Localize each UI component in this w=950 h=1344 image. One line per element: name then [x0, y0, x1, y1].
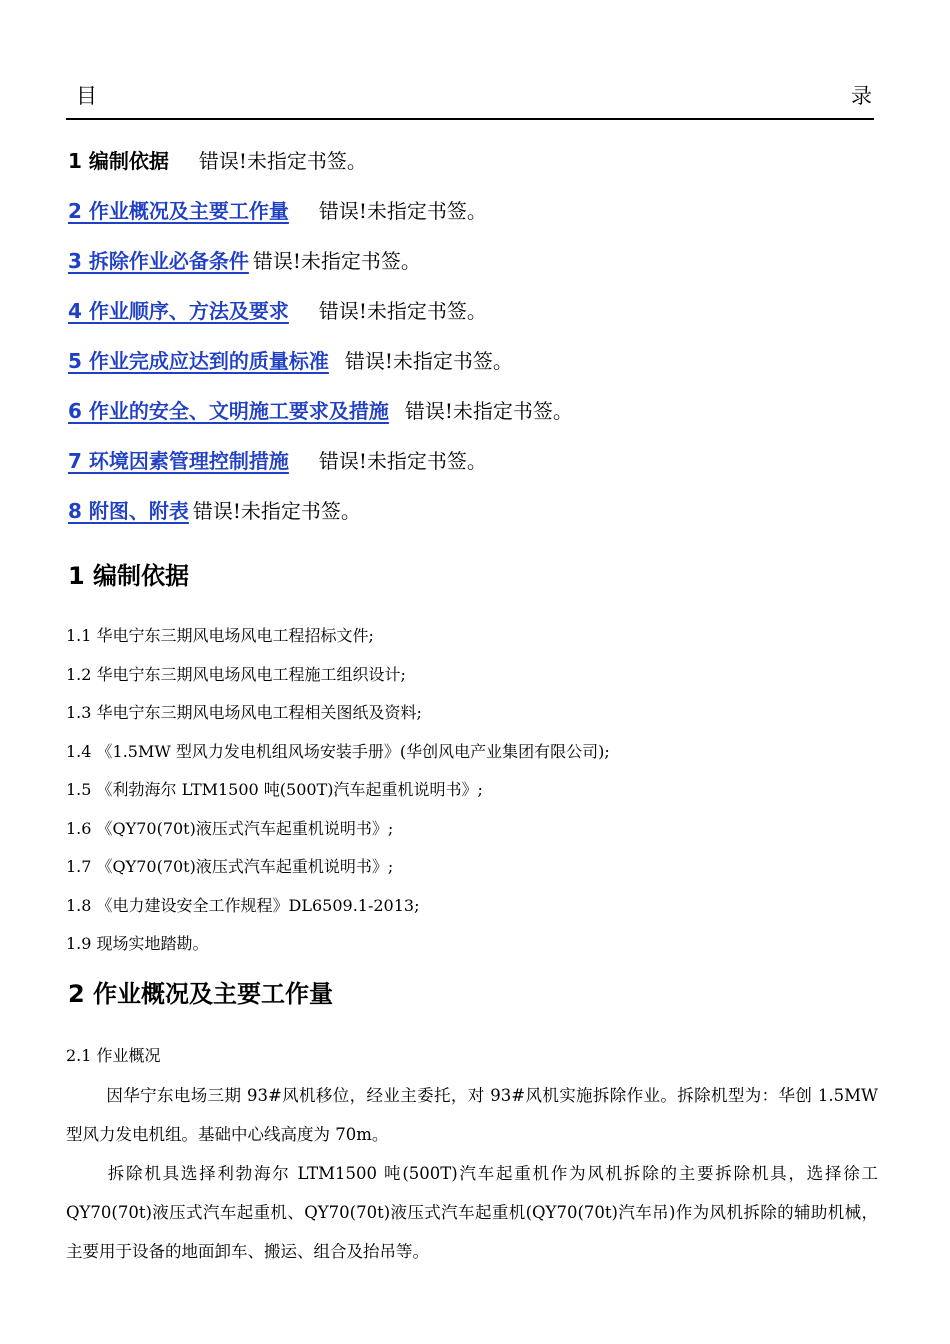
paragraph-2: 拆除机具选择利勃海尔 LTM1500 吨(500T)汽车起重机作为风机拆除的主要拆除机具，选择徐工 QY70(70t)液压式汽车起重机、QY70(70t)液压式汽车起重机(QY70(70t)汽车吊)作为风机拆除的辅助机械，主要用于设备的地面卸车、搬运、组合及抬吊等。 — [66, 1164, 878, 1261]
section-1-heading: 1 编制依据 — [68, 562, 190, 590]
toc-entry[interactable] — [68, 446, 878, 496]
paragraph-1: 因华宁东电场三期 93#风机移位，经业主委托，对 93#风机实施拆除作业。拆除机型为：华创 1.5MW 型风力发电机组。基础中心线高度为 70m。 — [66, 1086, 878, 1144]
reference-item: 1.2 华电宁东三期风电场风电工程施工组织设计; — [66, 664, 406, 684]
toc-entry[interactable] — [68, 296, 878, 346]
reference-item: 1.5 《利勃海尔 LTM1500 吨(500T)汽车起重机说明书》; — [66, 780, 483, 799]
toc-entry[interactable] — [68, 396, 878, 446]
toc-error-text: 错误!未指定书签。 — [344, 349, 513, 373]
toc-error-text: 错误!未指定书签。 — [252, 249, 421, 273]
reference-list — [66, 622, 886, 969]
toc-error-text: 错误!未指定书签。 — [318, 449, 487, 473]
reference-item: 1.1 华电宁东三期风电场风电工程招标文件; — [66, 626, 374, 645]
section-2-heading: 2 作业概况及主要工作量 — [68, 980, 334, 1008]
reference-item: 1.9 现场实地踏勘。 — [66, 934, 209, 953]
toc-header — [66, 78, 874, 120]
toc-entry[interactable] — [68, 346, 878, 396]
toc-header-left: 目 — [76, 84, 97, 108]
toc-error-text: 错误!未指定书签。 — [318, 299, 487, 323]
reference-item: 1.8 《电力建设安全工作规程》DL6509.1-2013; — [66, 895, 420, 915]
toc-title: 1 编制依据 — [68, 149, 169, 173]
toc-error-text: 错误!未指定书签。 — [192, 499, 361, 523]
toc-link[interactable]: 3 拆除作业必备条件 — [68, 249, 249, 273]
section-2-1-heading: 2.1 作业概况 — [66, 1046, 161, 1065]
toc-link[interactable]: 6 作业的安全、文明施工要求及措施 — [68, 399, 389, 423]
reference-item: 1.6 《QY70(70t)液压式汽车起重机说明书》; — [66, 818, 394, 838]
toc-entry[interactable] — [68, 196, 878, 246]
toc-link[interactable]: 8 附图、附表 — [68, 499, 189, 523]
toc-entry — [68, 146, 878, 196]
toc-link[interactable]: 2 作业概况及主要工作量 — [68, 199, 289, 223]
toc-link[interactable]: 7 环境因素管理控制措施 — [68, 449, 289, 473]
toc-entry[interactable] — [68, 246, 878, 296]
table-of-contents — [68, 146, 878, 546]
reference-item: 1.4 《1.5MW 型风力发电机组风场安装手册》(华创风电产业集团有限公司); — [66, 741, 610, 761]
toc-header-right: 录 — [851, 84, 872, 108]
toc-error-text: 错误!未指定书签。 — [198, 149, 367, 173]
toc-entry[interactable] — [68, 496, 878, 546]
reference-item: 1.7 《QY70(70t)液压式汽车起重机说明书》; — [66, 857, 394, 876]
toc-link[interactable]: 4 作业顺序、方法及要求 — [68, 299, 289, 323]
toc-error-text: 错误!未指定书签。 — [318, 199, 487, 223]
reference-item: 1.3 华电宁东三期风电场风电工程相关图纸及资料; — [66, 703, 422, 722]
toc-link[interactable]: 5 作业完成应达到的质量标准 — [68, 349, 329, 373]
toc-error-text: 错误!未指定书签。 — [404, 399, 573, 423]
